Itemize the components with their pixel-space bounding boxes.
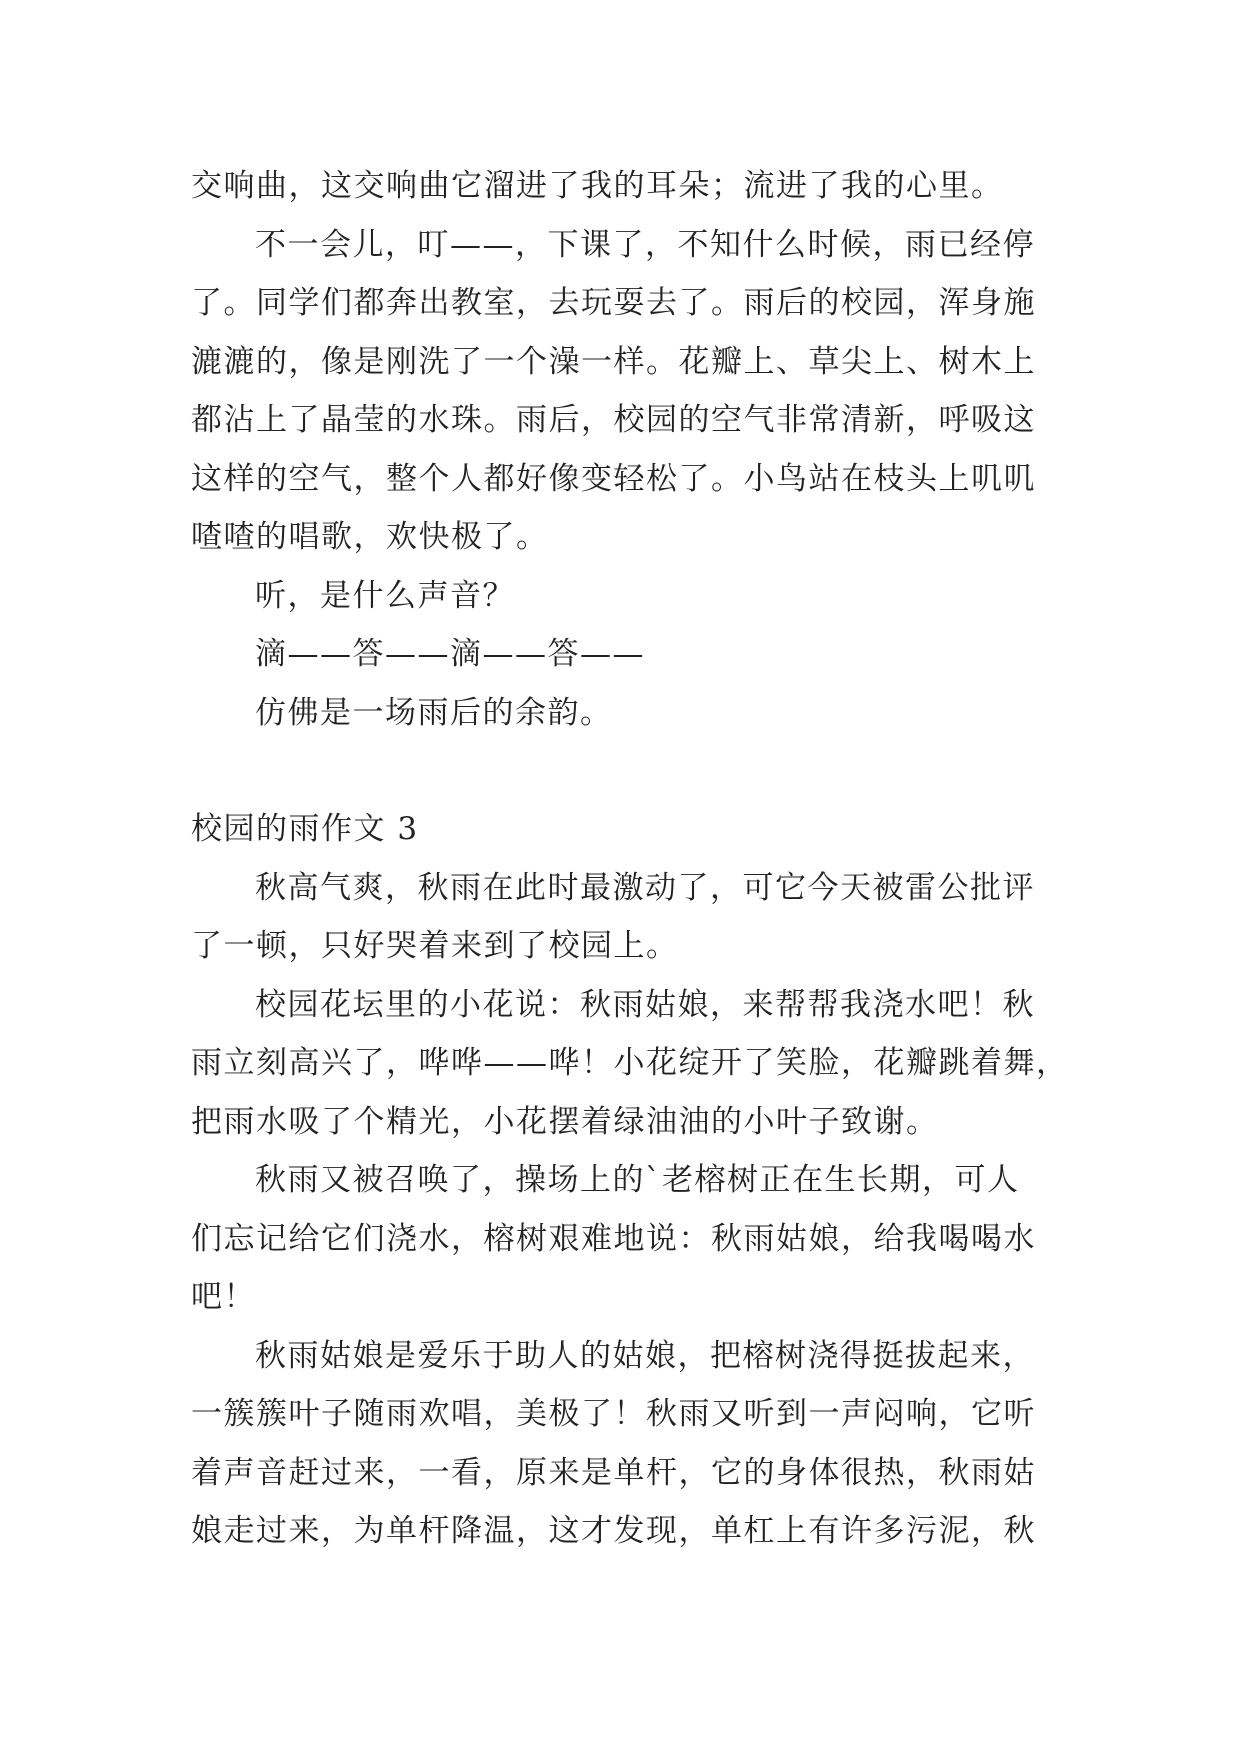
section-title: 校园的雨作文 3 [191,811,419,847]
paragraph-line: 一簇簇叶子随雨欢唱，美极了！秋雨又听到一声闷响，它听 [191,1396,1036,1432]
paragraph-line: 交响曲，这交响曲它溜进了我的耳朵；流进了我的心里。 [191,168,1004,204]
paragraph-line: 秋高气爽，秋雨在此时最激动了，可它今天被雷公批评 [255,869,1035,906]
paragraph-line: 校园花坛里的小花说：秋雨姑娘，来帮帮我浇水吧！秋 [255,986,1035,1023]
paragraph-line: 喳喳的唱歌，欢快极了。 [191,519,549,555]
paragraph-line: 这样的空气，整个人都好像变轻松了。小鸟站在枝头上叽叽 [191,460,1036,497]
paragraph-line: 听，是什么声音？ [255,577,515,614]
paragraph-line: 秋雨又被召唤了，操场上的`老榕树正在生长期，可人 [255,1162,1020,1198]
paragraph-line: 娘走过来，为单杆降温，这才发现，单杠上有许多污泥，秋 [191,1513,1036,1549]
paragraph-line: 雨立刻高兴了，哗哗——哗！小花绽开了笑脸，花瓣跳着舞， [191,1045,1069,1081]
paragraph-line: 了。同学们都奔出教室，去玩耍去了。雨后的校园，浑身施 [191,285,1036,321]
document-body [191,157,1069,1561]
paragraph-line: 漉漉的，像是刚洗了一个澡一样。花瓣上、草尖上、树木上 [191,343,1036,380]
paragraph-line: 都沾上了晶莹的水珠。雨后，校园的空气非常清新，呼吸这 [191,402,1036,438]
paragraph-line: 滴——答——滴——答—— [255,636,645,672]
paragraph-line: 不一会儿，叮——，下课了，不知什么时候，雨已经停 [255,226,1035,263]
paragraph-line: 们忘记给它们浇水，榕树艰难地说：秋雨姑娘，给我喝喝水 [191,1220,1036,1257]
paragraph-line: 仿佛是一场雨后的余韵。 [255,694,613,731]
paragraph-line: 秋雨姑娘是爱乐于助人的姑娘，把榕树浇得挺拔起来， [255,1337,1035,1374]
paragraph-line: 了一顿，只好哭着来到了校园上。 [191,928,679,964]
paragraph-line: 着声音赶过来，一看，原来是单杆，它的身体很热，秋雨姑 [191,1454,1036,1491]
paragraph-line: 吧！ [191,1279,256,1315]
paragraph-line: 把雨水吸了个精光，小花摆着绿油油的小叶子致谢。 [191,1103,939,1140]
